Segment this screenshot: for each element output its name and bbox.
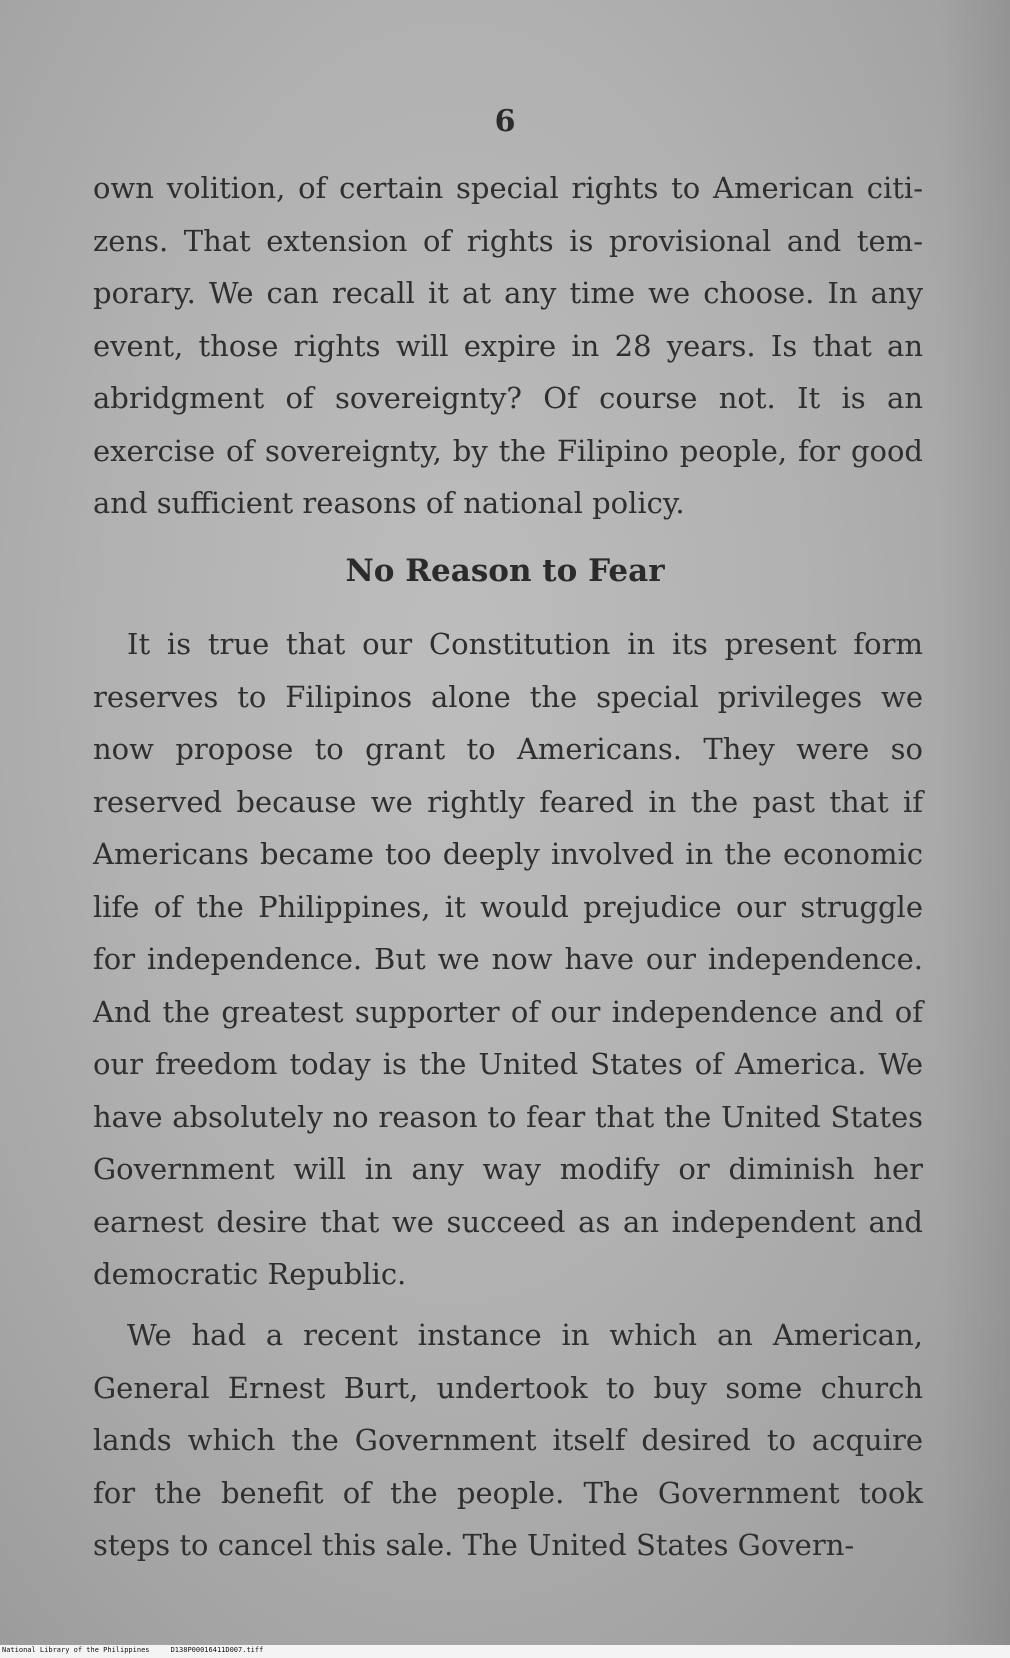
paragraph-3: We had a recent instance in which an American, General Ernest Burt, undertook to buy some church lands which the Government itself desired to acquire for the benefit of the people. The Government took steps to cancel this sale. The United States Govern- [93, 1318, 923, 1562]
footer-library: National Library of the Philippines [2, 1646, 150, 1654]
paragraph-2: It is true that our Constitution in its present form reserves to Filipinos alone the special privileges we now propose to grant to Americans. They were so reserved because we rightly feared in the past that if Americans became too deeply involved in the economic life of the Philippines, it would prejudice our struggle for independence. But we now have our independence. And the greatest supporter of our independence and of our freedom today is the United States of America. We have absolutely no reason to fear that the United States Government will in any way modify or diminish her earnest desire that we succeed as an independent and democratic Republic. [93, 627, 923, 1291]
paragraph-1: own volition, of certain special rights to American citizens. That extension of rights is provisional and temporary. We can recall it at any time we choose. In any event, those rights will expire in 28 years. Is that an abridgment of sovereignty? Of course not. It is an exercise of sovereignty, by the Filipino people, for good and sufficient reasons of national policy. [93, 171, 923, 520]
section-heading: No Reason to Fear [345, 553, 665, 589]
footer-file: D138P00016411D007.tiff [170, 1646, 264, 1654]
footer-caption [2, 1646, 263, 1655]
page-number: 6 [494, 104, 516, 139]
